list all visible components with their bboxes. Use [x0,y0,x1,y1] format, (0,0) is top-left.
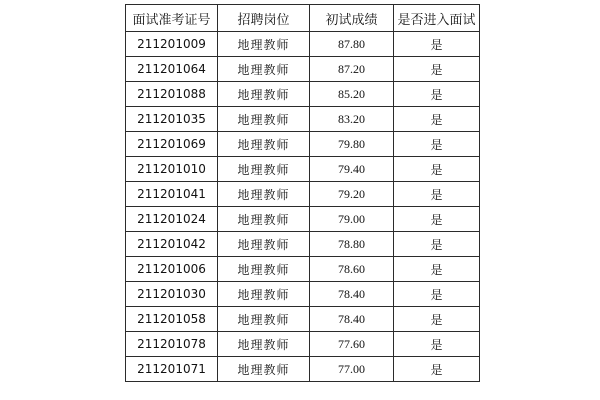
header-enter-interview: 是否进入面试 [394,5,480,32]
table-row [126,307,480,332]
cell-position: 地理教师 [218,307,310,332]
table-row [126,357,480,382]
table-row [126,282,480,307]
cell-enter-interview: 是 [394,107,480,132]
cell-exam-id: 211201042 [126,232,218,257]
cell-enter-interview: 是 [394,82,480,107]
cell-exam-id: 211201024 [126,207,218,232]
cell-enter-interview: 是 [394,132,480,157]
table-row [126,207,480,232]
table-body [126,32,480,382]
cell-initial-score: 79.40 [310,157,394,182]
cell-exam-id: 211201088 [126,82,218,107]
cell-enter-interview: 是 [394,307,480,332]
cell-exam-id: 211201009 [126,32,218,57]
cell-position: 地理教师 [218,357,310,382]
cell-initial-score: 85.20 [310,82,394,107]
cell-position: 地理教师 [218,107,310,132]
cell-initial-score: 79.00 [310,207,394,232]
table-row [126,82,480,107]
table-row [126,332,480,357]
cell-enter-interview: 是 [394,182,480,207]
table-row [126,257,480,282]
cell-enter-interview: 是 [394,257,480,282]
table-row [126,182,480,207]
cell-enter-interview: 是 [394,232,480,257]
cell-exam-id: 211201069 [126,132,218,157]
cell-initial-score: 78.60 [310,257,394,282]
cell-initial-score: 78.40 [310,307,394,332]
cell-position: 地理教师 [218,157,310,182]
cell-position: 地理教师 [218,182,310,207]
cell-enter-interview: 是 [394,207,480,232]
cell-initial-score: 77.60 [310,332,394,357]
table-row [126,232,480,257]
table-row [126,57,480,82]
cell-position: 地理教师 [218,282,310,307]
header-position: 招聘岗位 [218,5,310,32]
cell-exam-id: 211201010 [126,157,218,182]
cell-initial-score: 87.80 [310,32,394,57]
cell-initial-score: 78.40 [310,282,394,307]
cell-exam-id: 211201035 [126,107,218,132]
cell-position: 地理教师 [218,82,310,107]
cell-initial-score: 77.00 [310,357,394,382]
table-row [126,157,480,182]
cell-initial-score: 87.20 [310,57,394,82]
table-row [126,107,480,132]
cell-exam-id: 211201078 [126,332,218,357]
score-table [125,4,480,382]
cell-exam-id: 211201006 [126,257,218,282]
cell-enter-interview: 是 [394,332,480,357]
cell-position: 地理教师 [218,132,310,157]
cell-position: 地理教师 [218,332,310,357]
cell-enter-interview: 是 [394,282,480,307]
cell-exam-id: 211201064 [126,57,218,82]
header-exam-id: 面试准考证号 [126,5,218,32]
cell-initial-score: 83.20 [310,107,394,132]
table-row [126,32,480,57]
cell-position: 地理教师 [218,257,310,282]
cell-position: 地理教师 [218,57,310,82]
score-table-container [125,4,480,382]
cell-exam-id: 211201071 [126,357,218,382]
cell-initial-score: 79.20 [310,182,394,207]
cell-initial-score: 79.80 [310,132,394,157]
cell-enter-interview: 是 [394,357,480,382]
cell-position: 地理教师 [218,32,310,57]
table-row [126,132,480,157]
cell-initial-score: 78.80 [310,232,394,257]
cell-enter-interview: 是 [394,57,480,82]
header-initial-score: 初试成绩 [310,5,394,32]
cell-exam-id: 211201030 [126,282,218,307]
cell-enter-interview: 是 [394,32,480,57]
cell-position: 地理教师 [218,207,310,232]
cell-exam-id: 211201058 [126,307,218,332]
cell-position: 地理教师 [218,232,310,257]
cell-enter-interview: 是 [394,157,480,182]
table-header-row [126,5,480,32]
cell-exam-id: 211201041 [126,182,218,207]
